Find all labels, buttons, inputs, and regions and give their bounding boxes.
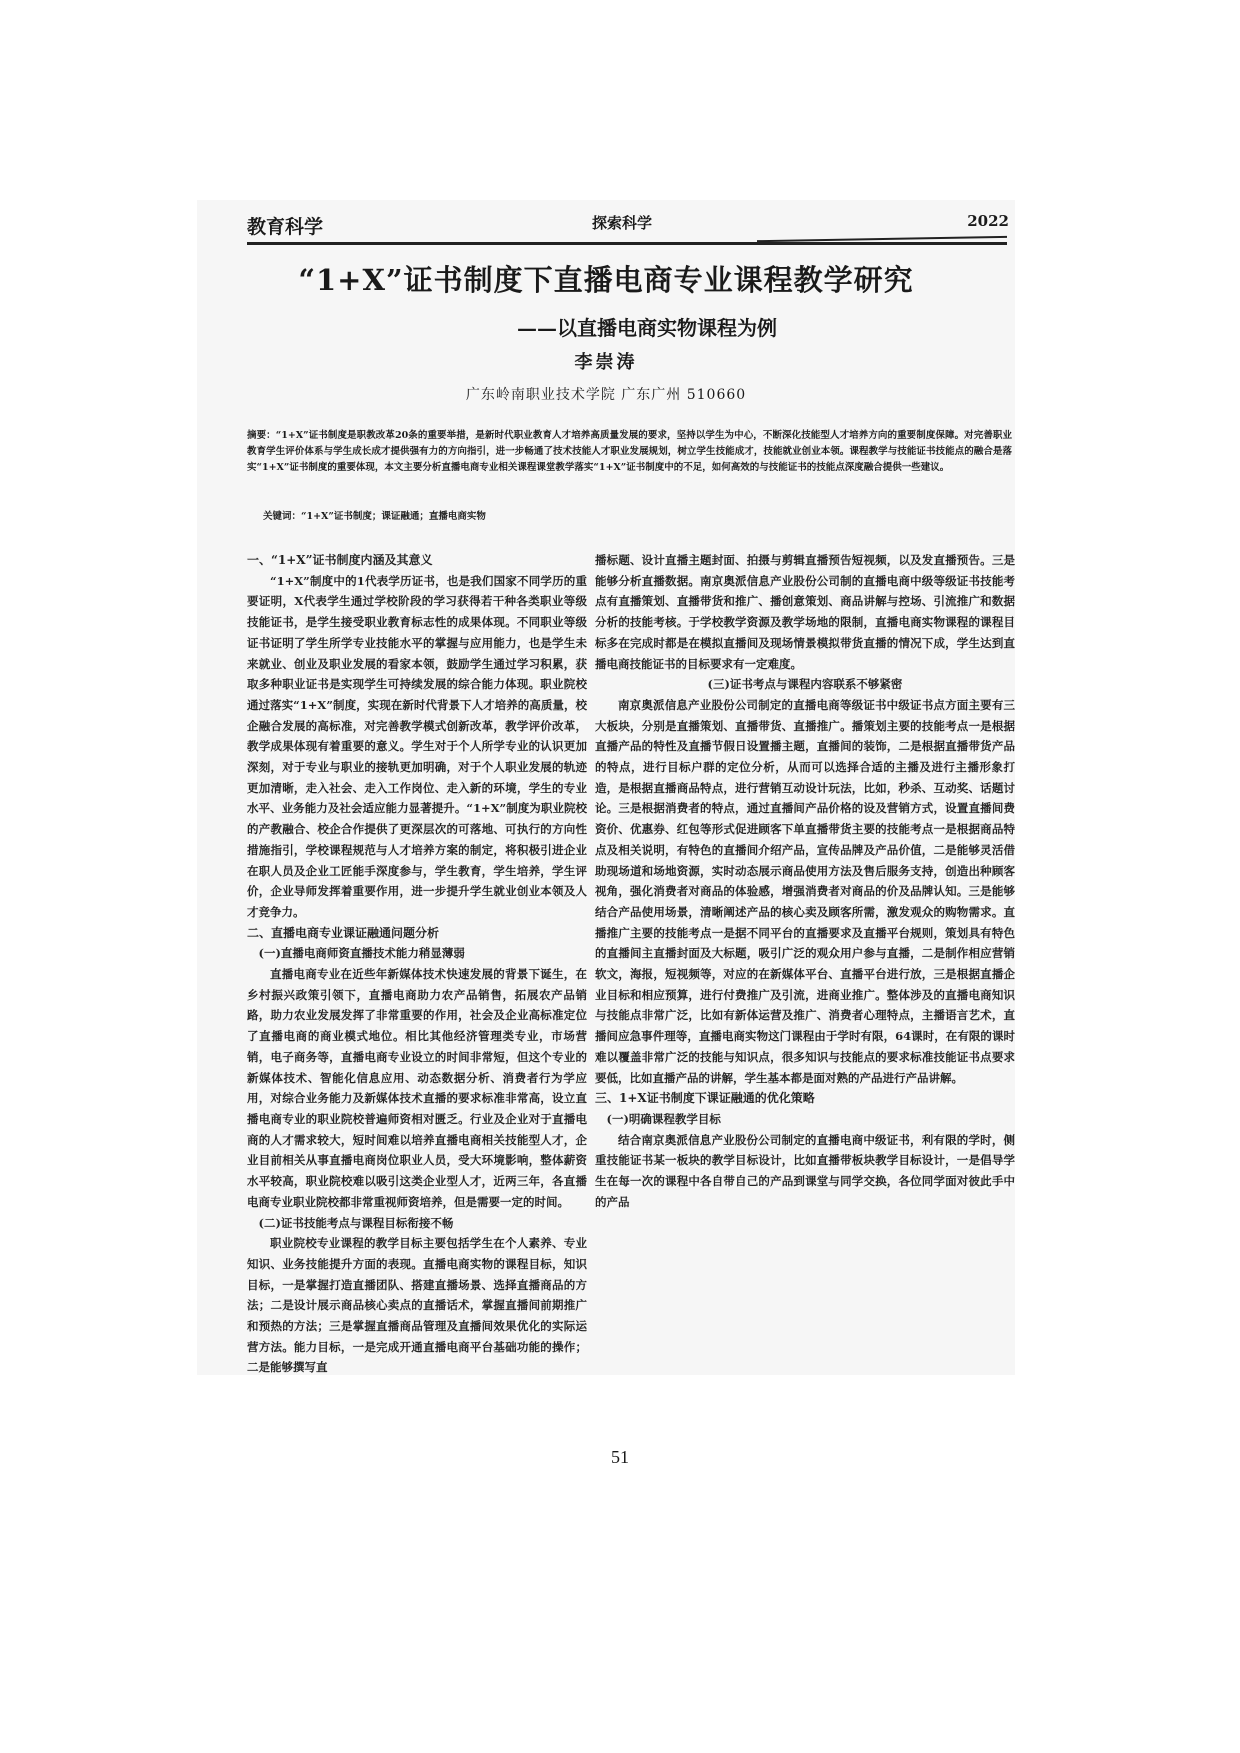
- article-subtitle: ——以直播电商实物课程为例: [517, 316, 777, 340]
- article-title: “1+X”证书制度下直播电商专业课程教学研究: [298, 263, 914, 297]
- paragraph: “1+X”制度中的1代表学历证书，也是我们国家不同学历的重要证明，X代表学生通过学校阶段的学习获得若干种各类职业等级技能证书，是学生接受职业教育标志性的成果体现。不同职业等级证书证明了学生所学专业技能水平的掌握与应用能力，也是学生未来就业、创业及职业发展的看家本领，鼓励学生通过学习积累，获取多种职业证书是实现学生可持续发展的综合能力体现。职业院校通过落实“1+X”制度，实现在新时代背景下人才培养的高质量，校企融合发展的高标准，对完善教学模式创新改革，教学评价改革，教学成果体现有着重要的意义。学生对于个人所学专业的认识更加深刻，对于专业与职业的接轨更加明确，对于个人职业发展的轨迹更加清晰，走入社会、走入工作岗位、走入新的环境，学生的专业水平、业务能力及社会适应能力显著提升。“1+X”制度为职业院校的产教融合、校企合作提供了更深层次的可落地、可执行的方向性措施指引，学校课程规范与人才培养方案的制定，将积极引进企业在职人员及企业工匠能手深度参与，学生教育，学生培养，学生评价，企业导师发挥着重要作用，进一步提升学生就业创业本领及人才竞争力。: [247, 573, 587, 919]
- scanned-article: [197, 200, 1015, 1375]
- subsection-heading: (二)证书技能考点与课程目标衔接不畅: [258, 1215, 454, 1230]
- subsection-heading: (一)明确课程教学目标: [606, 1111, 721, 1126]
- paragraph: 南京奥派信息产业股份公司制定的直播电商等级证书中级证书点方面主要有三大板块，分别是直播策划、直播带货、直播推广。播策划主要的技能考点一是根据直播产品的特性及直播节假日设置播主题，直播间的装饰，二是根据直播带货产品的特点，进行目标户群的定位分析，从而可以选择合适的主播及进行主播形象打造，是根据直播商品特点，进行营销互动设计玩法，比如，秒杀、互动奖、话题讨论。三是根据消费者的特点，通过直播间产品价格的设及营销方式，设置直播间费资价、优惠券、红包等形式促进顾客下单直播带货主要的技能考点一是根据商品特点及相关说明，有特色的直播间介绍产品，宣传品牌及产品价值，二是能够灵活借助现场道和场地资源，实时动态展示商品使用方法及售后服务支持，创造出种顾客视角，强化消费者对商品的体验感，增强消费者对商品的价及品牌认知。三是能够结合产品使用场景，清晰阐述产品的核心卖及顾客所需，激发观众的购物需求。直播推广主要的技能考点一是据不同平台的直播要求及直播平台规则，策划具有特色的直播间主直播封面及大标题，吸引广泛的观众用户参与直播，二是制作相应营销软文，海报，短视频等，对应的在新媒体平台、直播平台进行放，三是根据直播企业目标和相应预算，进行付费推广及引流，进商业推广。整体涉及的直播电商知识与技能点非常广泛，比如有新体运营及推广、消费者心理特点，主播语言艺术，直播间应急事件理等，直播电商实物这门课程由于学时有限，64课时，在有限的课时难以覆盖非常广泛的技能与知识点，很多知识与技能点的要求标准技能证书点要求要低，比如直播产品的讲解，学生基本都是面对熟的产品进行产品讲解。: [595, 697, 1015, 1085]
- header-rule: [247, 242, 1007, 245]
- section-heading-3: 三、1+X证书制度下课证融通的优化策略: [595, 1091, 815, 1106]
- author: 李崇涛: [574, 352, 638, 373]
- subsection-heading: (三)证书考点与课程内容联系不够紧密: [707, 677, 903, 692]
- affiliation: 广东岭南职业技术学院 广东广州 510660: [465, 387, 747, 403]
- section-heading-2: 二、直播电商专业课证融通问题分析: [247, 925, 440, 940]
- keywords: 关键词：“1+X”证书制度；课证融通；直播电商实物: [263, 511, 486, 522]
- section-label: 教育科学: [247, 216, 324, 238]
- journal-year: 2022: [967, 212, 1009, 230]
- right-column: [595, 550, 1015, 1213]
- page-number: 51: [611, 1447, 629, 1467]
- paragraph: 结合南京奥派信息产业股份公司制定的直播电商中级证书，利有限的学时，侧重技能证书某一板块的教学目标设计，比如直播带板块教学目标设计，一是倡导学生在每一次的课程中各自带自己的产品到课堂与同学交换，各位同学面对彼此手中的产品: [595, 1132, 1015, 1209]
- section-heading-1: 一、“1+X”证书制度内涵及其意义: [247, 553, 433, 567]
- abstract: 摘要：“1+X”证书制度是职教改革20条的重要举措，是新时代职业教育人才培养高质量发展的要求，坚持以学生为中心，不断深化技能型人才培养方向的重要制度保障。对完善职业教育学生评价体系与学生成长成才提供强有力的方向指引，进一步畅通了技术技能人才职业发展规划，树立学生技能成才，技能就业创业本领。课程教学与技能证书技能点的融合是落实“1+X”证书制度的重要体现，本文主要分析直播电商专业相关课程课堂教学落实“1+X”证书制度中的不足，如何高效的与技能证书的技能点深度融合提供一些建议。: [247, 430, 1012, 473]
- subsection-heading: (一)直播电商师资直播技术能力稍显薄弱: [258, 946, 465, 961]
- paragraph: 职业院校专业课程的教学目标主要包括学生在个人素养、专业知识、业务技能提升方面的表现。直播电商实物的课程目标，知识目标，一是掌握打造直播团队、搭建直播场景、选择直播商品的方法；二是设计展示商品核心卖点的直播话术，掌握直播间前期推广和预热的方法；三是掌握直播商品管理及直播间效果优化的实际运营方法。能力目标，一是完成开通直播电商平台基础功能的操作；二是能够撰写直: [247, 1236, 587, 1375]
- paragraph: 直播电商专业在近些年新媒体技术快速发展的背景下诞生，在乡村振兴政策引领下，直播电商助力农产品销售，拓展农产品销路，助力农业发展发挥了非常重要的作用，社会及企业高标准定位了直播电商的商业模式地位。相比其他经济管理类专业，市场营销，电子商务等，直播电商专业设立的时间非常短，但这个专业的新媒体技术、智能化信息应用、动态数据分析、消费者行为学应用，对综合业务能力及新媒体技术直播的要求标准非常高，设立直播电商专业的职业院校普遍师资相对匮乏。行业及企业对于直播电商的人才需求较大，短时间难以培养直播电商相关技能型人才，企业目前相关从事直播电商岗位职业人员，受大环境影响，整体薪资水平较高，职业院校难以吸引这类企业型人才，近两三年，各直播电商专业职业院校都非常重视师资培养，但是需要一定的时间。: [247, 967, 587, 1209]
- paragraph: 播标题、设计直播主题封面、拍摄与剪辑直播预告短视频，以及发直播预告。三是能够分析直播数据。南京奥派信息产业股份公司制的直播电商中级等级证书技能考点有直播策划、直播带货和推广、播创意策划、商品讲解与控场、引流推广和数据分析的技能考核。于学校教学资源及教学场地的限制，直播电商实物课程的课程目标多在完成时都是在模拟直播间及现场情景模拟带货直播的情况下成，学生达到直播电商技能证书的目标要求有一定难度。: [595, 553, 1015, 671]
- left-column: [247, 550, 587, 1375]
- journal-header: [197, 210, 1015, 240]
- journal-name: 探索科学: [592, 214, 653, 232]
